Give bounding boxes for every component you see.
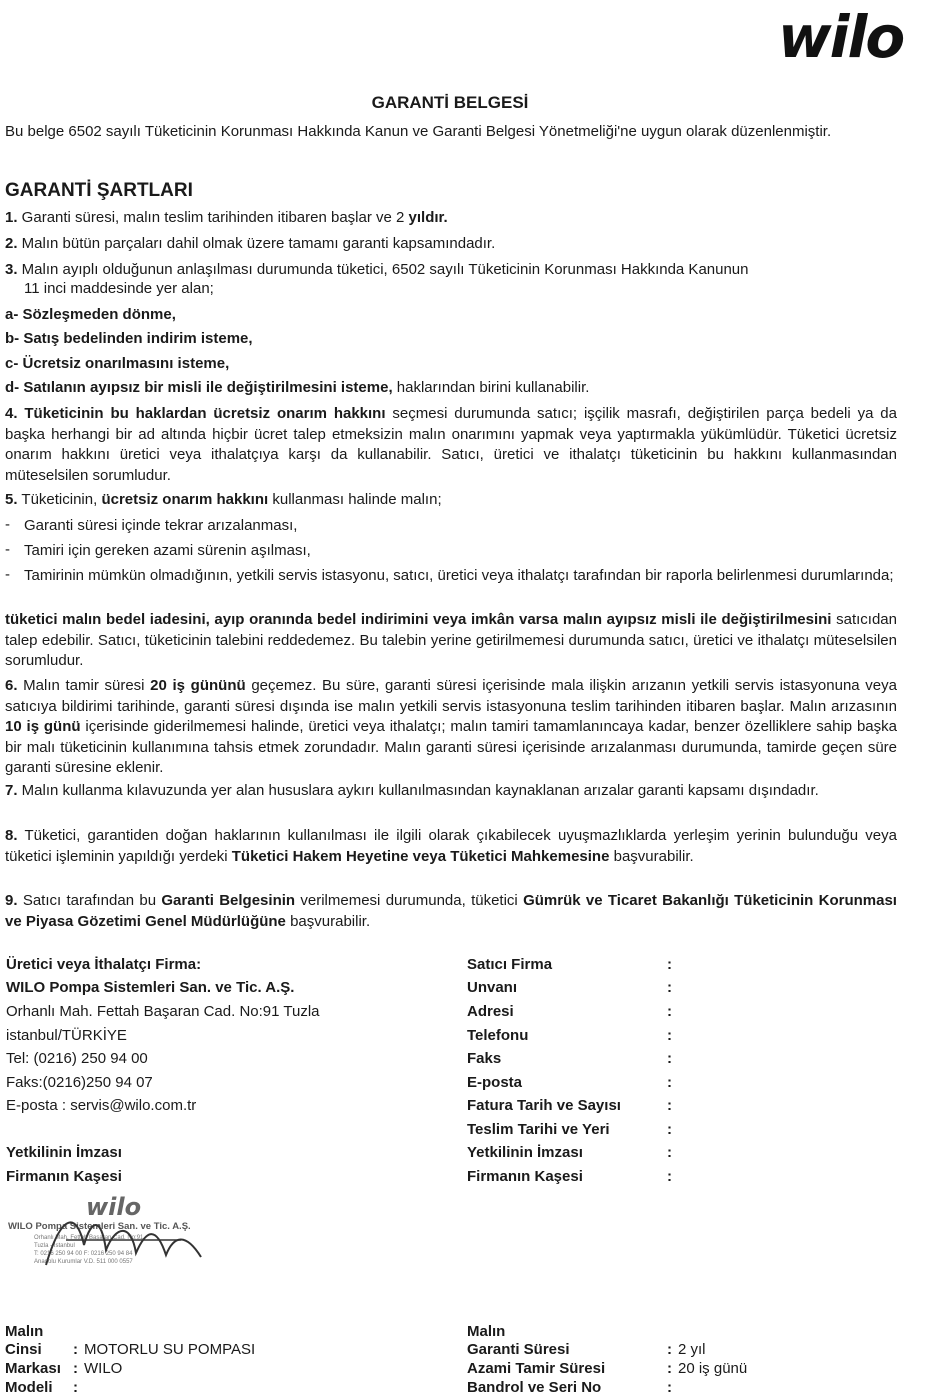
document-title: GARANTİ BELGESİ bbox=[371, 93, 529, 112]
condition-4: 4. Tüketicinin bu haklardan ücretsiz onarım hakkını seçmesi durumunda satıcı; işçilik masrafı, değiştirilen parça bedeli ya da başka herhangi bir ad altında hiçbir ücret talep etmeksizin malın onarımını yapmak veya yaptırmakla yükümlüdür. Tüketici ücretsiz onarım hakkını üretici veya ithalatçıya karşı da kullanabilir. Satıcı, üretici ve ithalatçı tüketicinin bu hakkını kullanmasından müteselsilen sorumludur. bbox=[5, 405, 897, 484]
seller-label-kase: Firmanın Kaşesi bbox=[467, 1168, 583, 1185]
seller-value: : bbox=[667, 1003, 672, 1020]
stamp-line: Orhanlı Mah. Fettah Başaran Cad. No:91 bbox=[34, 1235, 144, 1241]
seller-value: : bbox=[667, 1074, 672, 1091]
condition-3b: b- Satış bedelinden indirim isteme, bbox=[5, 330, 253, 347]
product-value-markasi: WILO bbox=[84, 1360, 123, 1377]
bullet-dash: - bbox=[5, 516, 10, 533]
product-heading-left: Malın bbox=[5, 1323, 44, 1340]
product-value-tamir-suresi: 20 iş günü bbox=[678, 1360, 748, 1377]
wilo-logo: wilo bbox=[778, 3, 904, 71]
product-sep: : bbox=[73, 1360, 78, 1377]
product-value-garanti-suresi: 2 yıl bbox=[678, 1341, 706, 1358]
product-sep: : bbox=[73, 1341, 78, 1358]
product-label-modeli: Modeli bbox=[5, 1379, 53, 1396]
seller-value: : bbox=[667, 1121, 672, 1138]
condition-3c: c- Ücretsiz onarılmasını isteme, bbox=[5, 355, 230, 372]
manufacturer-city: istanbul/TÜRKİYE bbox=[6, 1027, 127, 1044]
manufacturer-fax: Faks:(0216)250 94 07 bbox=[6, 1074, 153, 1091]
manufacturer-heading: Üretici veya İthalatçı Firma: bbox=[6, 956, 202, 973]
seller-label-imza: Yetkilinin İmzası bbox=[467, 1144, 583, 1161]
seller-label-adres: Adresi bbox=[467, 1003, 514, 1020]
stamp-line: Tuzla - İstanbul bbox=[34, 1243, 75, 1249]
condition-3-line2: 11 inci maddesinde yer alan; bbox=[24, 280, 214, 297]
product-label-tamir-suresi: Azami Tamir Süresi bbox=[467, 1360, 606, 1377]
bullet-dash: - bbox=[5, 566, 10, 583]
seller-label-firma: Satıcı Firma bbox=[467, 956, 553, 973]
seller-value: : bbox=[667, 979, 672, 996]
product-label-markasi: Markası bbox=[5, 1360, 61, 1377]
company-stamp bbox=[6, 1195, 216, 1275]
condition-5-tail: tüketici malın bedel iadesini, ayıp oranında bedel indirimini veya imkân varsa malın ayıpsız misli ile değiştirilmesini satıcıdan talep edebilir. Satıcı, tüketicinin talebini reddedemez. Bu talebin yerine getirilmemesi durumunda satıcı, üretici ve ithalatçı müteselsilen sorumludur. bbox=[5, 611, 897, 669]
stamp-line: T: 0216 250 94 00 F: 0216 250 94 84 bbox=[34, 1251, 133, 1257]
seller-value: : bbox=[667, 1027, 672, 1044]
product-sep: : bbox=[667, 1360, 672, 1377]
product-sep: : bbox=[667, 1341, 672, 1358]
seller-label-faks: Faks bbox=[467, 1050, 502, 1067]
product-value-cinsi: MOTORLU SU POMPASI bbox=[84, 1341, 256, 1358]
manufacturer-email: E-posta : servis@wilo.com.tr bbox=[6, 1097, 197, 1114]
manufacturer-tel: Tel: (0216) 250 94 00 bbox=[6, 1050, 148, 1067]
stamp-company: WILO Pompa Sistemleri San. ve Tic. A.Ş. bbox=[8, 1221, 191, 1232]
product-label-cinsi: Cinsi bbox=[5, 1341, 42, 1358]
list-item: Tamiri için gereken azami sürenin aşılması, bbox=[24, 542, 311, 559]
seller-value: : bbox=[667, 1144, 672, 1161]
seller-value: : bbox=[667, 1168, 672, 1185]
manufacturer-name: WILO Pompa Sistemleri San. ve Tic. A.Ş. bbox=[6, 979, 295, 996]
seller-label-telefon: Telefonu bbox=[467, 1027, 529, 1044]
condition-8: 8. Tüketici, garantiden doğan haklarının kullanılması ile ilgili olarak çıkabilecek uyuşmazlıklarda yerleşim yerinin bulunduğu veya tüketici işleminin yapıldığı yerdeki Tüketici Hakem Heyetine veya Tüketici Mahkemesine başvurabilir. bbox=[5, 827, 897, 865]
condition-6: 6. Malın tamir süresi 20 iş gününü geçemez. Bu süre, garanti süresi içerisinde mala ilişkin arızanın yetkili servis istasyonuna veya satıcıya bildirimi tarihinde, garanti süresi dışında ise malın yetkili servis istasyonuna teslim tarihinden itibaren başlar. Malın arızasının 10 iş günü içerisinde giderilmemesi halinde, üretici veya ithalatçı; malın tamiri tamamlanıncaya kadar, benzer özelliklere sahip başka bir malı tüketicinin kullanımına tahsis etmek zorundadır. Malın garanti süresi içerisinde arızalanması durumunda, tamirde geçen süre garanti süresine eklenir. bbox=[5, 677, 897, 776]
intro-text: Bu belge 6502 sayılı Tüketicinin Korunması Hakkında Kanun ve Garanti Belgesi Yönetmeliği'ne uygun olarak düzenlenmiştir. bbox=[5, 123, 832, 140]
conditions-heading: GARANTİ ŞARTLARI bbox=[5, 180, 193, 201]
manufacturer-signature-label: Yetkilinin İmzası bbox=[6, 1144, 122, 1161]
seller-label-teslim: Teslim Tarihi ve Yeri bbox=[467, 1121, 610, 1138]
manufacturer-stamp-label: Firmanın Kaşesi bbox=[6, 1168, 122, 1185]
product-label-garanti-suresi: Garanti Süresi bbox=[467, 1341, 570, 1358]
product-label-bandrol: Bandrol ve Seri No bbox=[467, 1379, 602, 1396]
condition-2: 2. Malın bütün parçaları dahil olmak üzere tamamı garanti kapsamındadır. bbox=[5, 235, 496, 252]
stamp-line: Anadolu Kurumlar V.D. 511 000 0557 bbox=[34, 1259, 133, 1265]
product-sep: : bbox=[667, 1379, 672, 1396]
seller-value: : bbox=[667, 1050, 672, 1067]
condition-3a: a- Sözleşmeden dönme, bbox=[5, 306, 176, 323]
condition-5: 5. Tüketicinin, ücretsiz onarım hakkını kullanması halinde malın; bbox=[5, 491, 442, 508]
manufacturer-address: Orhanlı Mah. Fettah Başaran Cad. No:91 Tuzla bbox=[6, 1003, 320, 1020]
product-heading-right: Malın bbox=[467, 1323, 506, 1340]
product-sep: : bbox=[73, 1379, 78, 1396]
seller-value: : bbox=[667, 1097, 672, 1114]
list-item: Garanti süresi içinde tekrar arızalanması, bbox=[24, 517, 298, 534]
condition-1: 1. Garanti süresi, malın teslim tarihinden itibaren başlar ve 2 yıldır. bbox=[5, 209, 448, 226]
seller-value: : bbox=[667, 956, 672, 973]
condition-7: 7. Malın kullanma kılavuzunda yer alan hususlara aykırı kullanılmasından kaynaklanan arızalar garanti kapsamı dışındadır. bbox=[5, 782, 819, 799]
seller-label-eposta: E-posta bbox=[467, 1074, 523, 1091]
seller-label-unvan: Unvanı bbox=[467, 979, 518, 996]
list-item: Tamirinin mümkün olmadığının, yetkili servis istasyonu, satıcı, üretici veya ithalatçı tarafından bir raporla belirlenmesi durumlarında; bbox=[24, 567, 894, 584]
condition-3: 3. Malın ayıplı olduğunun anlaşılması durumunda tüketici, 6502 sayılı Tüketicinin Korunması Hakkında Kanunun bbox=[5, 261, 749, 278]
condition-3d: d- Satılanın ayıpsız bir misli ile değiştirilmesini isteme, haklarından birini kullanabilir. bbox=[5, 379, 590, 396]
bullet-dash: - bbox=[5, 541, 10, 558]
condition-9: 9. Satıcı tarafından bu Garanti Belgesinin verilmemesi durumunda, tüketici Gümrük ve Ticaret Bakanlığı Tüketicinin Korunması ve Piyasa Gözetimi Genel Müdürlüğüne başvurabilir. bbox=[5, 892, 897, 930]
stamp-logo: wilo bbox=[86, 1195, 142, 1221]
seller-label-fatura: Fatura Tarih ve Sayısı bbox=[467, 1097, 621, 1114]
